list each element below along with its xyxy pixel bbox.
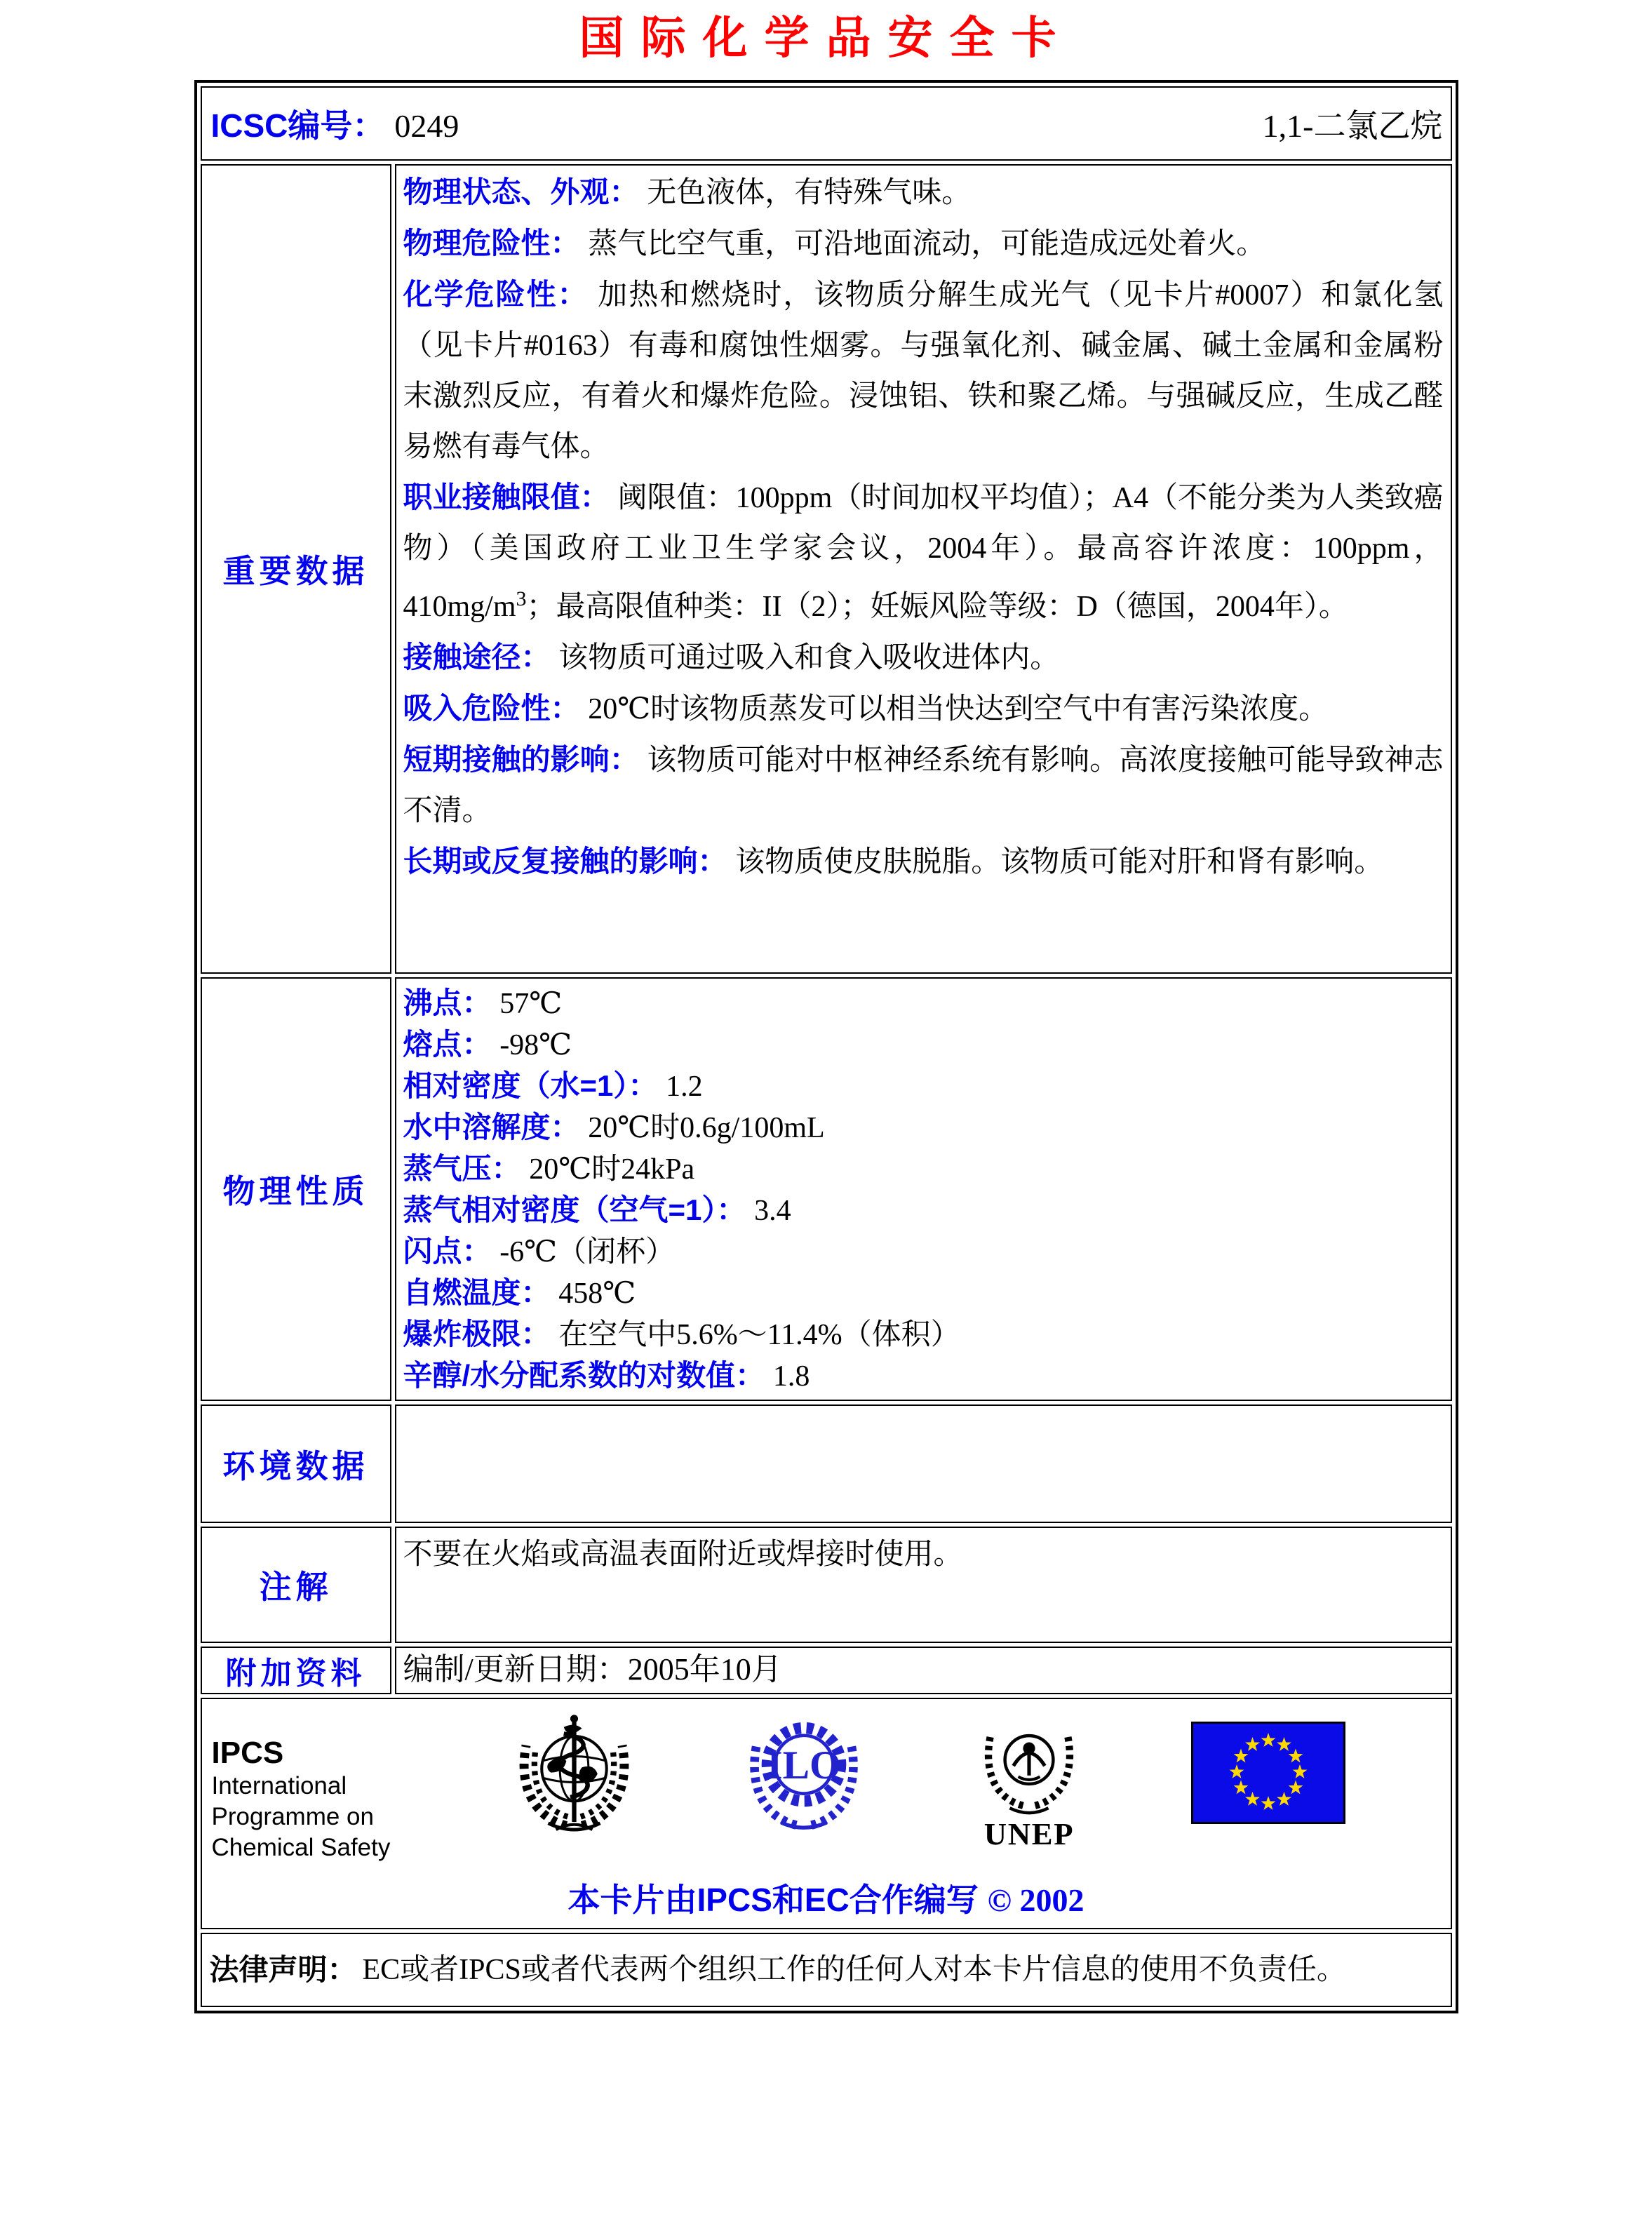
prop-value: 1.2 (666, 1071, 703, 1103)
legal-text: EC或者IPCS或者代表两个组织工作的任何人对本卡片信息的使用不负责任。 (362, 1954, 1346, 1986)
prop-label: 爆炸极限： (403, 1318, 551, 1350)
prop-label: 蒸气相对密度（空气=1）： (403, 1193, 746, 1226)
short-term-effects-text: 该物质可能对中枢神经系统有影响。高浓度接触可能导致神志不清。 (403, 744, 1444, 827)
icsc-number-label: ICSC编号： (210, 107, 385, 144)
who-logo-icon (509, 1709, 639, 1842)
prop-value: -98℃ (499, 1029, 572, 1061)
row-label-additional-info: 附加资料 (201, 1647, 391, 1694)
prop-label: 相对密度（水=1）： (403, 1069, 658, 1102)
prop-value: 3.4 (754, 1195, 791, 1227)
prop-label: 辛醇/水分配系数的对数值： (403, 1359, 765, 1392)
legal-cell (201, 1933, 1452, 2007)
important-paragraph (403, 836, 1444, 887)
copyright-text: © 2002 (987, 1882, 1084, 1918)
ipcs-line1: International (211, 1772, 347, 1799)
prop-octanol-water (403, 1355, 1444, 1397)
prop-label: 自燃温度： (403, 1276, 551, 1309)
important-data-content (395, 164, 1452, 974)
cooperation-caption (202, 1875, 1451, 1921)
physical-danger-label: 物理危险性： (403, 227, 580, 260)
important-paragraph (403, 218, 1444, 269)
prop-value: 458℃ (558, 1278, 636, 1310)
unep-logo-icon (969, 1709, 1089, 1853)
icsc-number-group (211, 100, 459, 147)
exposure-routes-text: 该物质可通过吸入和食入吸收进体内。 (558, 642, 1060, 674)
chemical-danger-text: 加热和燃烧时，该物质分解生成光气（见卡片#0007）和氯化氢（见卡片#0163）有毒和腐蚀性烟雾。与强氧化剂、碱金属、碱土金属和金属粉末激烈反应，有着火和爆炸危险。浸蚀铝、铁和聚乙烯。与强碱反应，生成乙醛易燃有毒气体。 (403, 279, 1444, 463)
occupational-limits-text2: ；最高限值种类：II（2）；妊娠风险等级：D（德国，2004年）。 (526, 591, 1348, 623)
physical-state-label: 物理状态、外观： (403, 175, 639, 208)
additional-info-content (395, 1647, 1452, 1694)
prop-water-solubility (403, 1107, 1444, 1148)
icsc-header-cell (201, 86, 1452, 161)
occupational-limits-label: 职业接触限值： (403, 481, 610, 514)
prop-melting-point (403, 1024, 1444, 1066)
row-label-notes: 注解 (201, 1527, 391, 1643)
legal-row (203, 1947, 1450, 1992)
prop-boiling-point (403, 983, 1444, 1024)
ipcs-text-block (212, 1736, 408, 1863)
important-paragraph (403, 269, 1444, 472)
inhalation-risk-label: 吸入危险性： (403, 692, 580, 725)
eu-flag-icon (1191, 1722, 1345, 1828)
prop-label: 蒸气压： (403, 1152, 521, 1185)
long-term-effects-text: 该物质使皮肤脱脂。该物质可能对肝和肾有影响。 (735, 846, 1384, 878)
ilo-logo-icon (741, 1709, 867, 1839)
inhalation-risk-text: 20℃时该物质蒸发可以相当快达到空气中有害污染浓度。 (588, 693, 1329, 725)
important-paragraph (403, 472, 1444, 632)
prop-explosive-limits (403, 1314, 1444, 1355)
row-label-physical-properties: 物理性质 (201, 977, 391, 1401)
ipcs-acronym: IPCS (211, 1736, 284, 1770)
prop-label: 沸点： (403, 986, 492, 1019)
prop-value: 1.8 (772, 1360, 810, 1393)
prop-label: 闪点： (403, 1235, 492, 1268)
logos-cell (201, 1698, 1452, 1929)
prop-label: 水中溶解度： (403, 1111, 580, 1144)
environmental-data-content (395, 1404, 1452, 1523)
prop-vapor-density (403, 1190, 1444, 1231)
exposure-routes-label: 接触途径： (403, 641, 551, 673)
prop-value: 20℃时24kPa (529, 1153, 695, 1186)
prop-value: 57℃ (499, 988, 563, 1020)
icsc-header-row (203, 88, 1450, 159)
row-label-important-data: 重要数据 (201, 164, 391, 974)
page-title: 国际化学品安全卡 (579, 13, 1073, 63)
chemical-danger-label: 化学危险性： (403, 278, 589, 311)
important-paragraph (403, 167, 1444, 218)
prop-vapor-pressure (403, 1148, 1444, 1190)
notes-content (395, 1527, 1452, 1643)
ipcs-line2: Programme on (211, 1803, 374, 1830)
prop-label: 熔点： (403, 1028, 492, 1061)
prop-flash-point (403, 1231, 1444, 1273)
row-label-environmental-data: 环境数据 (201, 1404, 391, 1523)
caption-text: 本卡片由IPCS和EC合作编写 (568, 1882, 979, 1918)
prop-value: 20℃时0.6g/100mL (588, 1112, 825, 1144)
occupational-limits-text: 阈限值：100ppm（时间加权平均值）；A4（不能分类为人类致癌物）（美国政府工业卫生学家会议，2004年）。最高容许浓度：100ppm，410mg/m (403, 482, 1444, 623)
physical-properties-list (403, 983, 1444, 1397)
ipcs-line3: Chemical Safety (211, 1834, 391, 1861)
unep-letters: UNEP (983, 1816, 1075, 1849)
prop-value: -6℃（闭杯） (499, 1236, 676, 1268)
physical-state-text: 无色液体，有特殊气味。 (647, 177, 972, 209)
physical-danger-text: 蒸气比空气重，可沿地面流动，可能造成远处着火。 (588, 228, 1266, 260)
important-paragraph (403, 683, 1444, 735)
prop-value: 在空气中5.6%～11.4%（体积） (558, 1319, 960, 1351)
ilo-letters: ILO (767, 1743, 841, 1788)
prop-relative-density (403, 1066, 1444, 1107)
long-term-effects-label: 长期或反复接触的影响： (403, 845, 727, 878)
icsc-number-value: 0249 (394, 108, 459, 144)
notes-text: 不要在火焰或高温表面附近或焊接时使用。 (403, 1538, 963, 1571)
physical-properties-content (395, 977, 1452, 1401)
chemical-name: 1,1-二氯乙烷 (1262, 108, 1443, 144)
additional-info-text: 编制/更新日期：2005年10月 (403, 1652, 782, 1687)
superscript-3: 3 (516, 587, 527, 610)
logos-row (202, 1699, 1451, 1863)
legal-label: 法律声明： (209, 1953, 357, 1986)
prop-autoignition-temp (403, 1273, 1444, 1314)
safety-card-table (194, 80, 1458, 2013)
important-paragraph (403, 632, 1444, 683)
short-term-effects-label: 短期接触的影响： (403, 743, 639, 776)
important-paragraph (403, 735, 1444, 836)
